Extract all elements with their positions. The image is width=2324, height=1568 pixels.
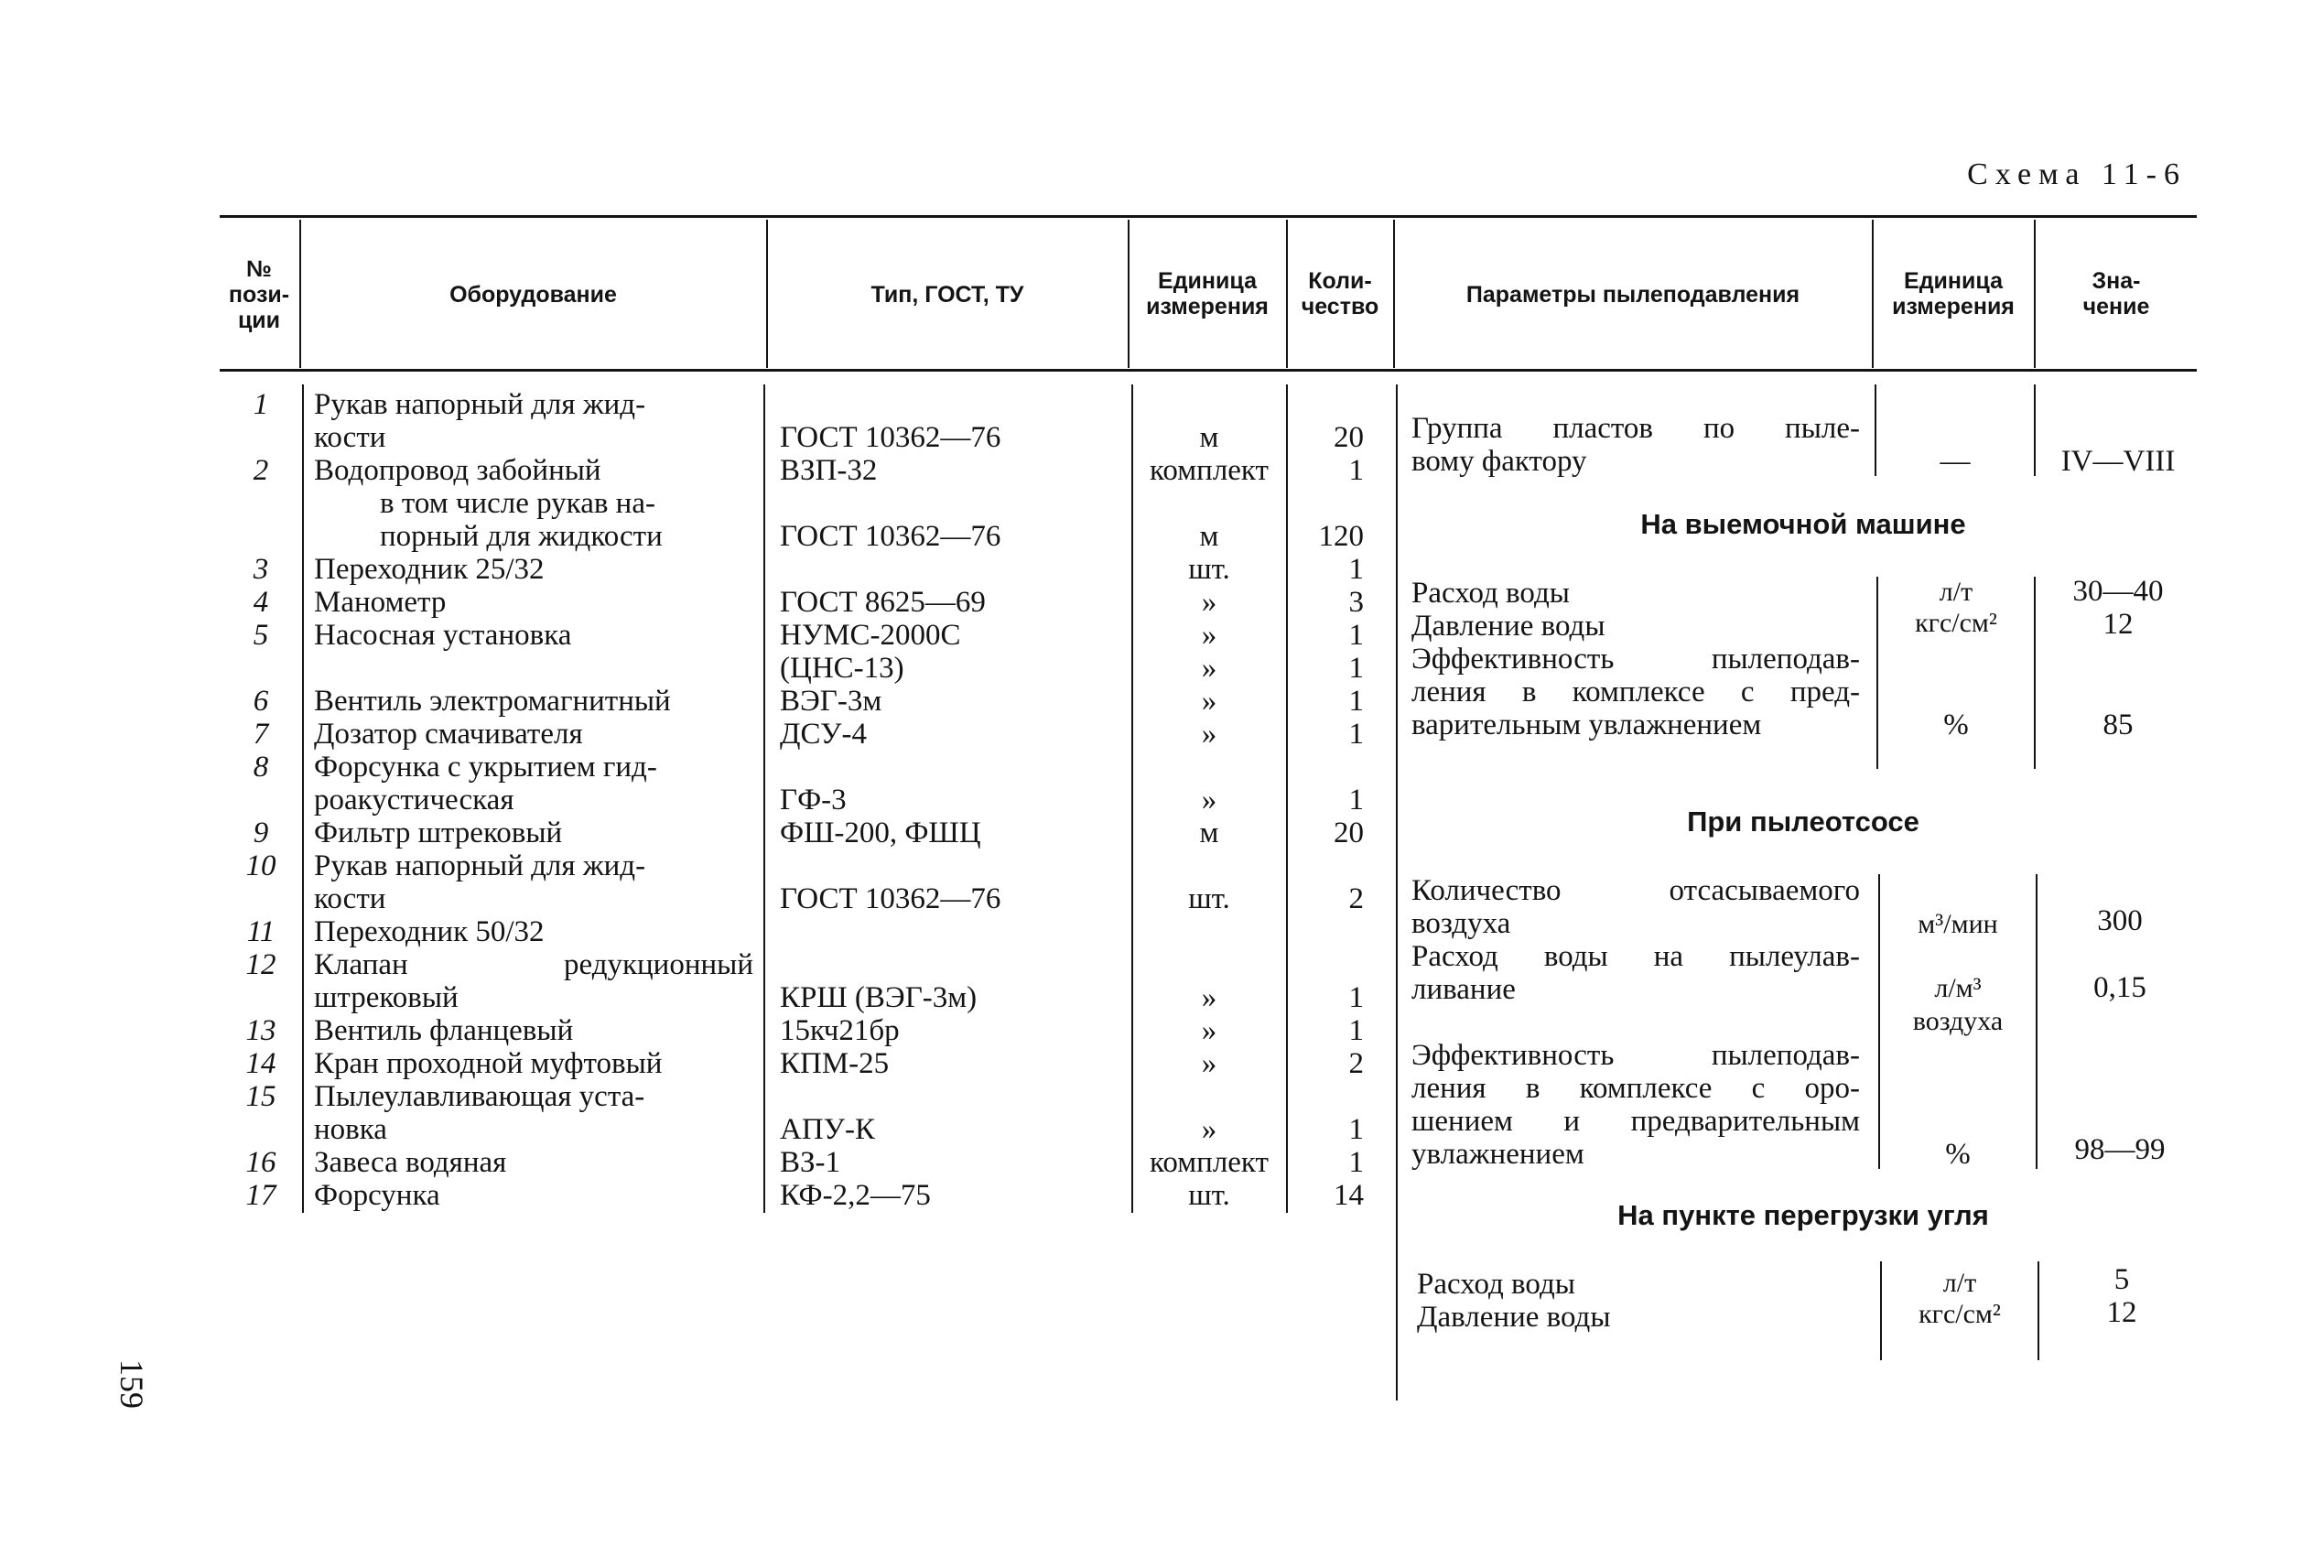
equipment-name: Форсунка с укрытием гид- bbox=[314, 751, 657, 784]
row-number: 16 bbox=[245, 1146, 276, 1179]
equipment-name: в том числе рукав на- bbox=[380, 487, 655, 520]
equipment-name: Фильтр штрековый bbox=[314, 816, 563, 849]
equipment-unit: м bbox=[1199, 421, 1219, 454]
param-unit-rule bbox=[1878, 874, 1880, 1169]
column-rule bbox=[1286, 384, 1288, 1213]
section-title: На выемочной машине bbox=[1640, 508, 1966, 540]
equipment-name: Рукав напорный для жид- bbox=[314, 388, 646, 421]
equipment-name: Форсунка bbox=[314, 1179, 440, 1212]
header-param-unit: Единица измерения bbox=[1892, 268, 2015, 319]
row-number: 6 bbox=[253, 685, 269, 718]
equipment-type: ГОСТ 10362—76 bbox=[780, 882, 1001, 915]
equipment-qty: 1 bbox=[1348, 652, 1364, 685]
param-label: Группа пластов по пыле- bbox=[1411, 412, 1860, 445]
row-number: 3 bbox=[253, 553, 269, 586]
equipment-unit: » bbox=[1201, 619, 1217, 652]
equipment-qty: 1 bbox=[1348, 553, 1364, 586]
equipment-qty: 1 bbox=[1348, 784, 1364, 816]
param-unit: м³/мин bbox=[1918, 909, 1998, 939]
param-unit: % bbox=[1943, 708, 1969, 741]
row-number: 12 bbox=[245, 948, 276, 981]
header-position: № пози- ции bbox=[228, 256, 290, 333]
equipment-type: ВЭГ-3м bbox=[780, 685, 882, 718]
param-value: 0,15 bbox=[2093, 971, 2146, 1004]
equipment-qty: 1 bbox=[1348, 685, 1364, 718]
column-rule bbox=[763, 384, 765, 1213]
param-value: 30—40 bbox=[2072, 575, 2164, 608]
header-divider bbox=[766, 220, 768, 368]
equipment-unit: » bbox=[1201, 1113, 1217, 1146]
param-value: 300 bbox=[2097, 904, 2143, 937]
param-value: 5 bbox=[2113, 1263, 2130, 1296]
param-label: Расход воды на пылеулав- bbox=[1411, 940, 1860, 973]
equipment-qty: 2 bbox=[1348, 882, 1364, 915]
row-number: 2 bbox=[253, 454, 269, 487]
equipment-qty: 1 bbox=[1348, 981, 1364, 1014]
param-unit: л/м³ bbox=[1934, 973, 1982, 1003]
equipment-name: Завеса водяная bbox=[314, 1146, 507, 1179]
param-label: вому фактору bbox=[1411, 445, 1587, 478]
equipment-unit: м bbox=[1199, 520, 1219, 553]
section-title: При пылеотсосе bbox=[1687, 806, 1919, 838]
equipment-name: кости bbox=[314, 421, 386, 454]
param-value: 12 bbox=[2102, 608, 2134, 641]
param-label: шением и предварительным bbox=[1411, 1105, 1860, 1138]
row-number: 15 bbox=[245, 1080, 276, 1113]
equipment-qty: 3 bbox=[1348, 586, 1364, 619]
equipment-name: кости bbox=[314, 882, 386, 915]
param-label: ления в комплексе с оро- bbox=[1411, 1072, 1860, 1105]
param-value-rule bbox=[2038, 1261, 2039, 1360]
param-unit: — bbox=[1940, 445, 1971, 478]
header-divider bbox=[299, 220, 301, 368]
equipment-name: порный для жидкости bbox=[380, 520, 663, 553]
row-number: 5 bbox=[253, 619, 269, 652]
row-number: 10 bbox=[245, 849, 276, 882]
param-unit-rule bbox=[1880, 1261, 1882, 1360]
equipment-qty: 20 bbox=[1334, 421, 1364, 454]
equipment-qty: 2 bbox=[1348, 1047, 1364, 1080]
equipment-unit: шт. bbox=[1188, 882, 1230, 915]
equipment-name: Вентиль электромагнитный bbox=[314, 685, 671, 718]
equipment-qty: 1 bbox=[1348, 718, 1364, 751]
param-unit-rule bbox=[1875, 384, 1876, 476]
header-equipment: Оборудование bbox=[449, 282, 617, 308]
equipment-name: штрековый bbox=[314, 981, 459, 1014]
param-value-rule bbox=[2034, 384, 2036, 476]
equipment-qty: 1 bbox=[1348, 1113, 1364, 1146]
equipment-qty: 14 bbox=[1334, 1179, 1364, 1212]
equipment-name: Переходник 50/32 bbox=[314, 915, 545, 948]
row-number: 17 bbox=[245, 1179, 276, 1212]
equipment-name: Переходник 25/32 bbox=[314, 553, 545, 586]
param-unit: л/т bbox=[1939, 577, 1973, 607]
row-number: 13 bbox=[245, 1014, 276, 1047]
equipment-type: ГОСТ 8625—69 bbox=[780, 586, 986, 619]
equipment-type: ГФ-3 bbox=[780, 784, 847, 816]
header-unit: Единица измерения bbox=[1146, 268, 1269, 319]
param-value-rule bbox=[2034, 577, 2036, 769]
equipment-unit: » bbox=[1201, 784, 1217, 816]
page-number: 159 bbox=[113, 1359, 150, 1409]
equipment-unit: комплект bbox=[1150, 454, 1269, 487]
param-label: Расход воды bbox=[1417, 1268, 1575, 1301]
header-parameters: Параметры пылеподавления bbox=[1465, 282, 1800, 308]
equipment-unit: » bbox=[1201, 652, 1217, 685]
equipment-name: Рукав напорный для жид- bbox=[314, 849, 646, 882]
param-label: Давление воды bbox=[1411, 610, 1605, 643]
header-type: Тип, ГОСТ, ТУ bbox=[870, 282, 1024, 308]
param-label: ливание bbox=[1411, 973, 1516, 1006]
param-label: Эффективность пылеподав- bbox=[1411, 1039, 1860, 1072]
column-rule bbox=[302, 384, 304, 1213]
equipment-qty: 1 bbox=[1348, 454, 1364, 487]
equipment-type: ДСУ-4 bbox=[780, 718, 867, 751]
equipment-qty: 120 bbox=[1318, 520, 1364, 553]
section-title: На пункте перегрузки угля bbox=[1617, 1199, 1989, 1231]
param-label: ления в комплексе с пред- bbox=[1411, 676, 1860, 708]
scheme-label: Схема 11-6 bbox=[1967, 157, 2187, 191]
equipment-name: Клапан редукционный bbox=[314, 948, 753, 981]
equipment-type: ВЗ-1 bbox=[780, 1146, 841, 1179]
equipment-unit: комплект bbox=[1150, 1146, 1269, 1179]
equipment-name: Водопровод забойный bbox=[314, 454, 601, 487]
row-number: 8 bbox=[253, 751, 269, 784]
param-label: Расход воды bbox=[1411, 577, 1570, 610]
row-number: 7 bbox=[253, 718, 269, 751]
column-rule bbox=[1396, 384, 1398, 1400]
equipment-unit: » bbox=[1201, 718, 1217, 751]
param-unit: л/т bbox=[1942, 1268, 1977, 1298]
equipment-type: КРШ (ВЭГ-3м) bbox=[780, 981, 978, 1014]
equipment-type: 15кч21бр bbox=[780, 1014, 900, 1047]
equipment-unit: » bbox=[1201, 1014, 1217, 1047]
param-value: 98—99 bbox=[2074, 1133, 2166, 1166]
param-value-rule bbox=[2036, 874, 2038, 1169]
param-unit-rule bbox=[1876, 577, 1878, 769]
equipment-unit: шт. bbox=[1188, 1179, 1230, 1212]
header-bottom-rule bbox=[220, 369, 2197, 372]
param-unit: кгс/см² bbox=[1915, 608, 1997, 638]
equipment-type: ФШ-200, ФШЦ bbox=[780, 816, 981, 849]
param-unit: воздуха bbox=[1912, 1006, 2004, 1036]
param-value: IV—VIII bbox=[2060, 445, 2176, 478]
equipment-qty: 20 bbox=[1334, 816, 1364, 849]
param-label: Эффективность пылеподав- bbox=[1411, 643, 1860, 676]
param-value: 12 bbox=[2106, 1296, 2137, 1329]
equipment-name: Пылеулавливающая уста- bbox=[314, 1080, 645, 1113]
equipment-type: АПУ-К bbox=[780, 1113, 876, 1146]
equipment-name: Насосная установка bbox=[314, 619, 572, 652]
header-top-rule bbox=[220, 215, 2197, 218]
row-number: 4 bbox=[253, 586, 269, 619]
equipment-type: НУМС-2000С bbox=[780, 619, 961, 652]
equipment-unit: » bbox=[1201, 1047, 1217, 1080]
equipment-name: Вентиль фланцевый bbox=[314, 1014, 574, 1047]
param-unit: % bbox=[1945, 1138, 1971, 1171]
param-label: Количество отсасываемого bbox=[1411, 874, 1860, 907]
equipment-type: ГОСТ 10362—76 bbox=[780, 421, 1001, 454]
equipment-name: новка bbox=[314, 1113, 387, 1146]
row-number: 1 bbox=[253, 388, 269, 421]
equipment-qty: 1 bbox=[1348, 619, 1364, 652]
param-unit: кгс/см² bbox=[1919, 1299, 2001, 1329]
equipment-qty: 1 bbox=[1348, 1014, 1364, 1047]
param-label: Давление воды bbox=[1417, 1301, 1611, 1334]
equipment-type: КФ-2,2—75 bbox=[780, 1179, 931, 1212]
equipment-name: Кран проходной муфтовый bbox=[314, 1047, 663, 1080]
equipment-name: роакустическая bbox=[314, 784, 514, 816]
row-number: 11 bbox=[246, 915, 276, 948]
param-label: воздуха bbox=[1411, 907, 1511, 940]
param-label: увлажнением bbox=[1411, 1138, 1584, 1171]
equipment-unit: » bbox=[1201, 586, 1217, 619]
equipment-type: (ЦНС-13) bbox=[780, 652, 904, 685]
header-divider bbox=[1393, 220, 1395, 368]
equipment-qty: 1 bbox=[1348, 1146, 1364, 1179]
equipment-type: ГОСТ 10362—76 bbox=[780, 520, 1001, 553]
equipment-type: КПМ-25 bbox=[780, 1047, 890, 1080]
equipment-unit: » bbox=[1201, 981, 1217, 1014]
equipment-name: Дозатор смачивателя bbox=[314, 718, 583, 751]
equipment-name: Манометр bbox=[314, 586, 447, 619]
equipment-unit: » bbox=[1201, 685, 1217, 718]
header-value: Зна- чение bbox=[2082, 268, 2150, 319]
equipment-unit: шт. bbox=[1188, 553, 1230, 586]
header-quantity: Коли- чество bbox=[1301, 268, 1379, 319]
equipment-unit: м bbox=[1199, 816, 1219, 849]
row-number: 14 bbox=[245, 1047, 276, 1080]
row-number: 9 bbox=[253, 816, 269, 849]
equipment-type: ВЗП-32 bbox=[780, 454, 878, 487]
param-value: 85 bbox=[2102, 708, 2134, 741]
param-label: варительным увлажнением bbox=[1411, 708, 1762, 741]
